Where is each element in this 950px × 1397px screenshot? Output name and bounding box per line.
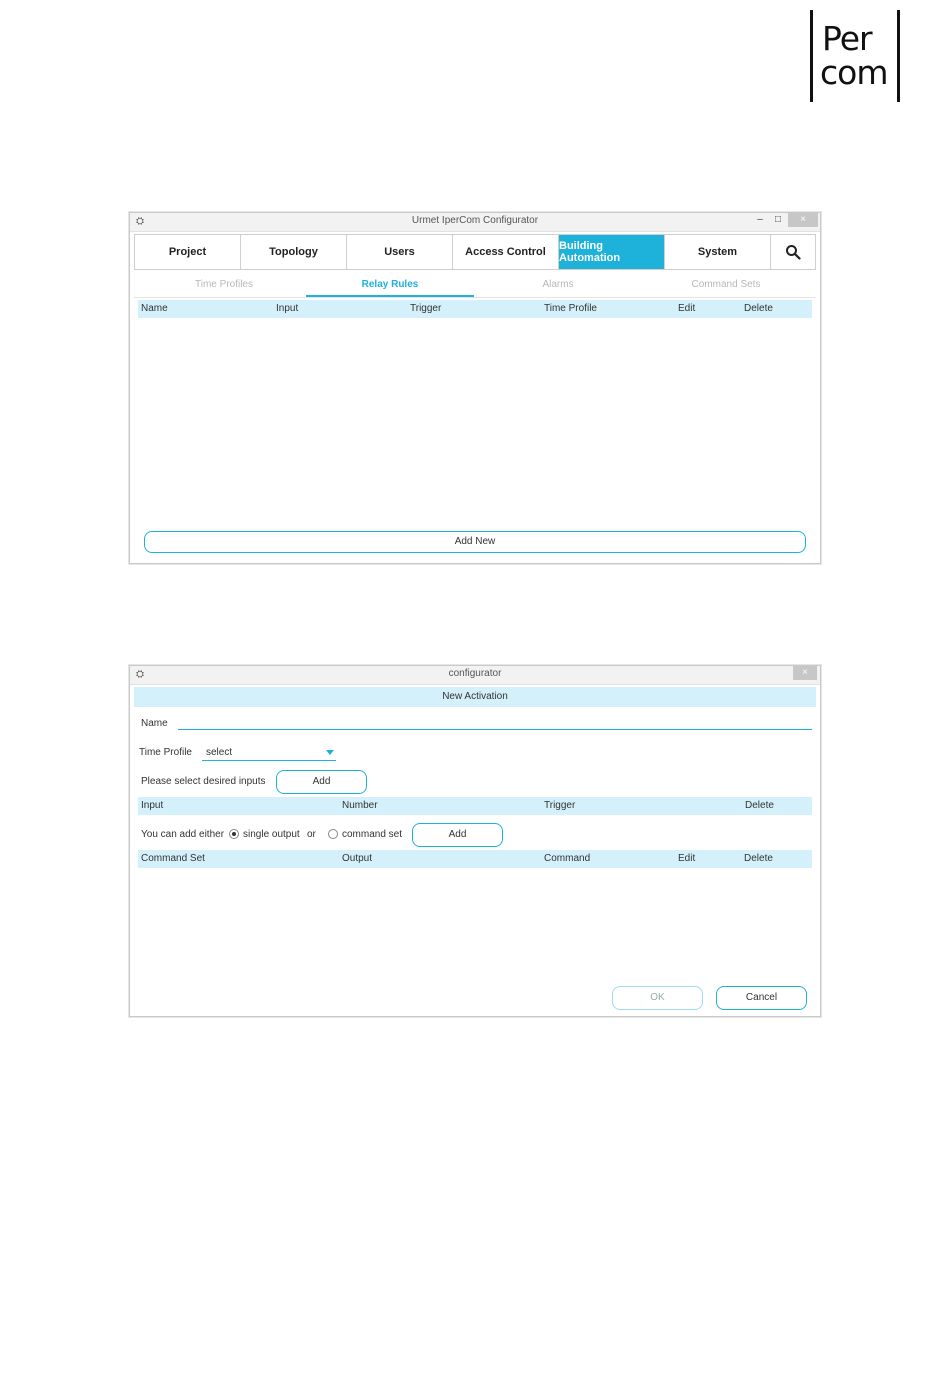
inputs-label: Please select desired inputs <box>141 776 266 787</box>
outputs-table-header <box>138 850 812 868</box>
maximize-button[interactable]: □ <box>774 214 782 225</box>
ok-button[interactable]: OK <box>612 986 703 1010</box>
col-trigger: Trigger <box>544 800 576 811</box>
col-delete: Delete <box>744 303 773 314</box>
command-set-label[interactable]: command set <box>342 829 403 840</box>
window-titlebar <box>130 213 820 232</box>
search-icon <box>785 244 801 260</box>
logo-text-bottom: com <box>820 53 888 92</box>
single-output-label[interactable]: single output <box>243 829 300 840</box>
command-set-radio[interactable] <box>328 829 338 839</box>
col-name: Name <box>141 303 168 314</box>
tab-system[interactable]: System <box>665 235 771 269</box>
add-new-button[interactable]: Add New <box>144 531 806 553</box>
col-time-profile: Time Profile <box>544 303 597 314</box>
time-profile-select[interactable] <box>202 747 336 760</box>
col-edit: Edit <box>678 303 696 314</box>
cancel-button[interactable]: Cancel <box>716 986 807 1010</box>
col-input: Input <box>141 800 164 811</box>
dialog-title: configurator <box>448 668 502 679</box>
tab-topology[interactable]: Topology <box>241 235 347 269</box>
app-icon: ⛭ <box>136 669 144 680</box>
subtab-relay-rules[interactable]: Relay Rules <box>306 277 474 297</box>
ipercom-logo <box>808 10 902 104</box>
col-delete: Delete <box>744 853 773 864</box>
col-number: Number <box>342 800 378 811</box>
col-output: Output <box>342 853 373 864</box>
close-button[interactable]: × <box>788 213 818 227</box>
relay-rules-table-header <box>138 300 812 318</box>
dialog-close-button[interactable]: × <box>793 666 817 680</box>
name-label: Name <box>141 718 168 729</box>
new-activation-dialog <box>129 665 821 1017</box>
add-output-button[interactable]: Add <box>412 823 503 847</box>
logo-text-top: Per <box>822 19 872 58</box>
or-label: or <box>307 829 316 840</box>
col-input: Input <box>276 303 299 314</box>
name-input[interactable] <box>178 714 812 728</box>
dialog-titlebar <box>130 666 820 685</box>
col-command: Command <box>544 853 591 864</box>
window-title: Urmet IperCom Configurator <box>411 215 539 226</box>
col-command-set: Command Set <box>141 853 205 864</box>
tab-access-control[interactable]: Access Control <box>453 235 559 269</box>
tab-project[interactable]: Project <box>135 235 241 269</box>
chevron-down-icon <box>326 750 334 755</box>
either-label: You can add either <box>141 829 225 840</box>
main-tab-bar <box>134 234 816 270</box>
subtab-alarms[interactable]: Alarms <box>542 279 574 290</box>
col-delete: Delete <box>745 800 774 811</box>
section-title: New Activation <box>134 687 816 707</box>
logo-bar-left <box>810 10 813 102</box>
search-button[interactable] <box>771 235 815 269</box>
subtab-divider <box>134 297 816 298</box>
time-profile-label: Time Profile <box>139 747 192 758</box>
time-profile-value: select <box>206 747 233 758</box>
add-input-button[interactable]: Add <box>276 770 367 794</box>
app-icon: ⛭ <box>136 216 144 227</box>
inputs-table-header <box>138 797 812 815</box>
configurator-main-window <box>129 212 821 564</box>
sub-tab-bar <box>134 277 816 297</box>
subtab-time-profiles[interactable]: Time Profiles <box>195 279 253 290</box>
col-edit: Edit <box>678 853 696 864</box>
tab-building-automation[interactable]: Building Automation <box>559 235 665 269</box>
single-output-radio[interactable] <box>229 829 239 839</box>
name-input-underline <box>178 729 812 730</box>
time-profile-underline <box>202 760 336 761</box>
logo-bar-right <box>897 10 900 102</box>
tab-users[interactable]: Users <box>347 235 453 269</box>
subtab-command-sets[interactable]: Command Sets <box>691 279 761 290</box>
col-trigger: Trigger <box>410 303 442 314</box>
minimize-button[interactable]: – <box>757 214 763 225</box>
